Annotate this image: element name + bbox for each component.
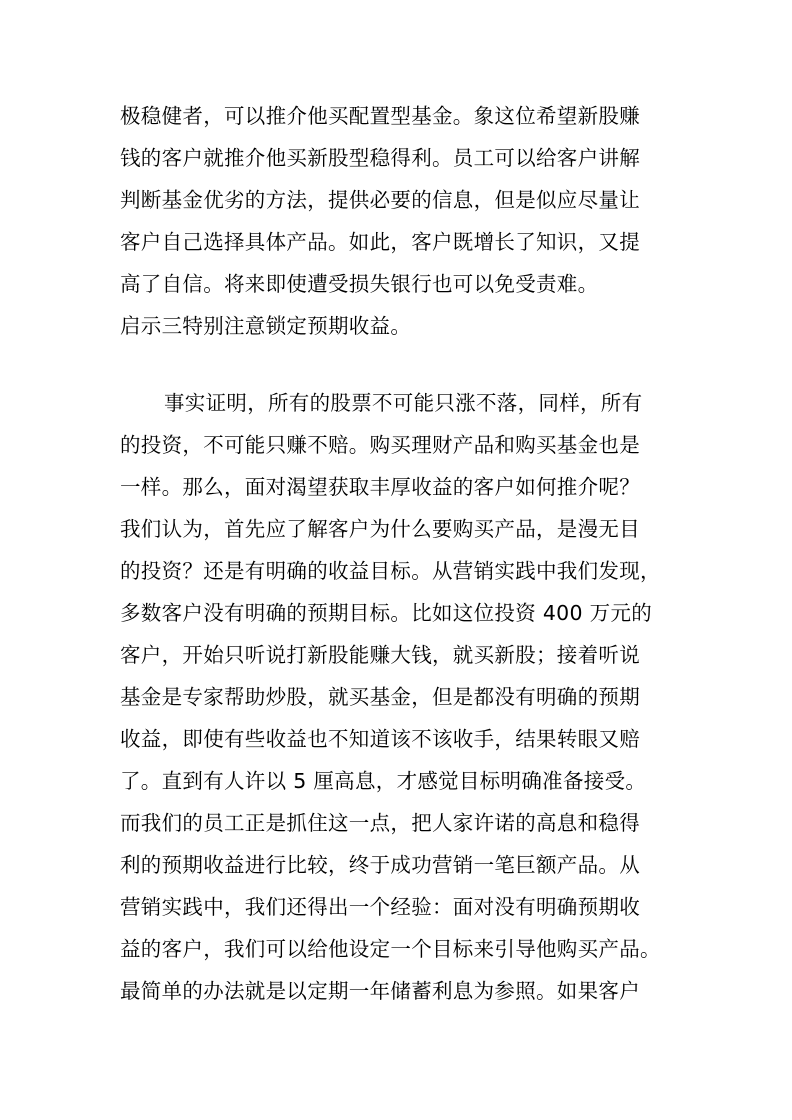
text-line: 钱的客户就推介他买新股型稳得利。员工可以给客户讲解 [120,146,640,170]
text-line: 一样。那么，面对渴望获取丰厚收益的客户如何推介呢？ [120,475,640,499]
section-heading: 启示三特别注意锁定预期收益。 [120,314,412,338]
text-line: 的投资，不可能只赚不赔。购买理财产品和购买基金也是 [120,433,640,457]
text-line: 基金是专家帮助炒股，就买基金，但是都没有明确的预期 [120,685,640,709]
text-line: 利的预期收益进行比较，终于成功营销一笔巨额产品。从 [120,853,640,877]
text-line: 客户自己选择具体产品。如此，客户既增长了知识，又提 [120,230,640,254]
text-line: 而我们的员工正是抓住这一点，把人家许诺的高息和稳得 [120,811,640,835]
text-line: 的投资？还是有明确的收益目标。从营销实践中我们发现， [120,559,661,583]
text-block-continuation [120,95,680,347]
text-line: 客户，开始只听说打新股能赚大钱，就买新股；接着听说 [120,643,640,667]
text-line: 多数客户没有明确的预期目标。比如这位投资 400 万元的 [120,601,653,625]
text-line: 最简单的办法就是以定期一年储蓄利息为参照。如果客户 [120,979,640,1003]
text-block-paragraph [120,382,680,1012]
text-line-first: 事实证明，所有的股票不可能只涨不落，同样，所有 [164,391,643,415]
text-line: 营销实践中，我们还得出一个经验：面对没有明确预期收 [120,895,640,919]
text-line: 高了自信。将来即使遭受损失银行也可以免受责难。 [120,272,599,296]
text-line: 益的客户，我们可以给他设定一个目标来引导他购买产品。 [120,937,661,961]
text-line: 极稳健者，可以推介他买配置型基金。象这位希望新股赚 [120,104,640,128]
text-line: 我们认为，首先应了解客户为什么要购买产品，是漫无目 [120,517,640,541]
text-line: 判断基金优劣的方法，提供必要的信息，但是似应尽量让 [120,188,640,212]
text-line: 收益，即使有些收益也不知道该不该收手，结果转眼又赔 [120,727,640,751]
text-line: 了。直到有人许以 5 厘高息，才感觉目标明确准备接受。 [120,769,647,793]
